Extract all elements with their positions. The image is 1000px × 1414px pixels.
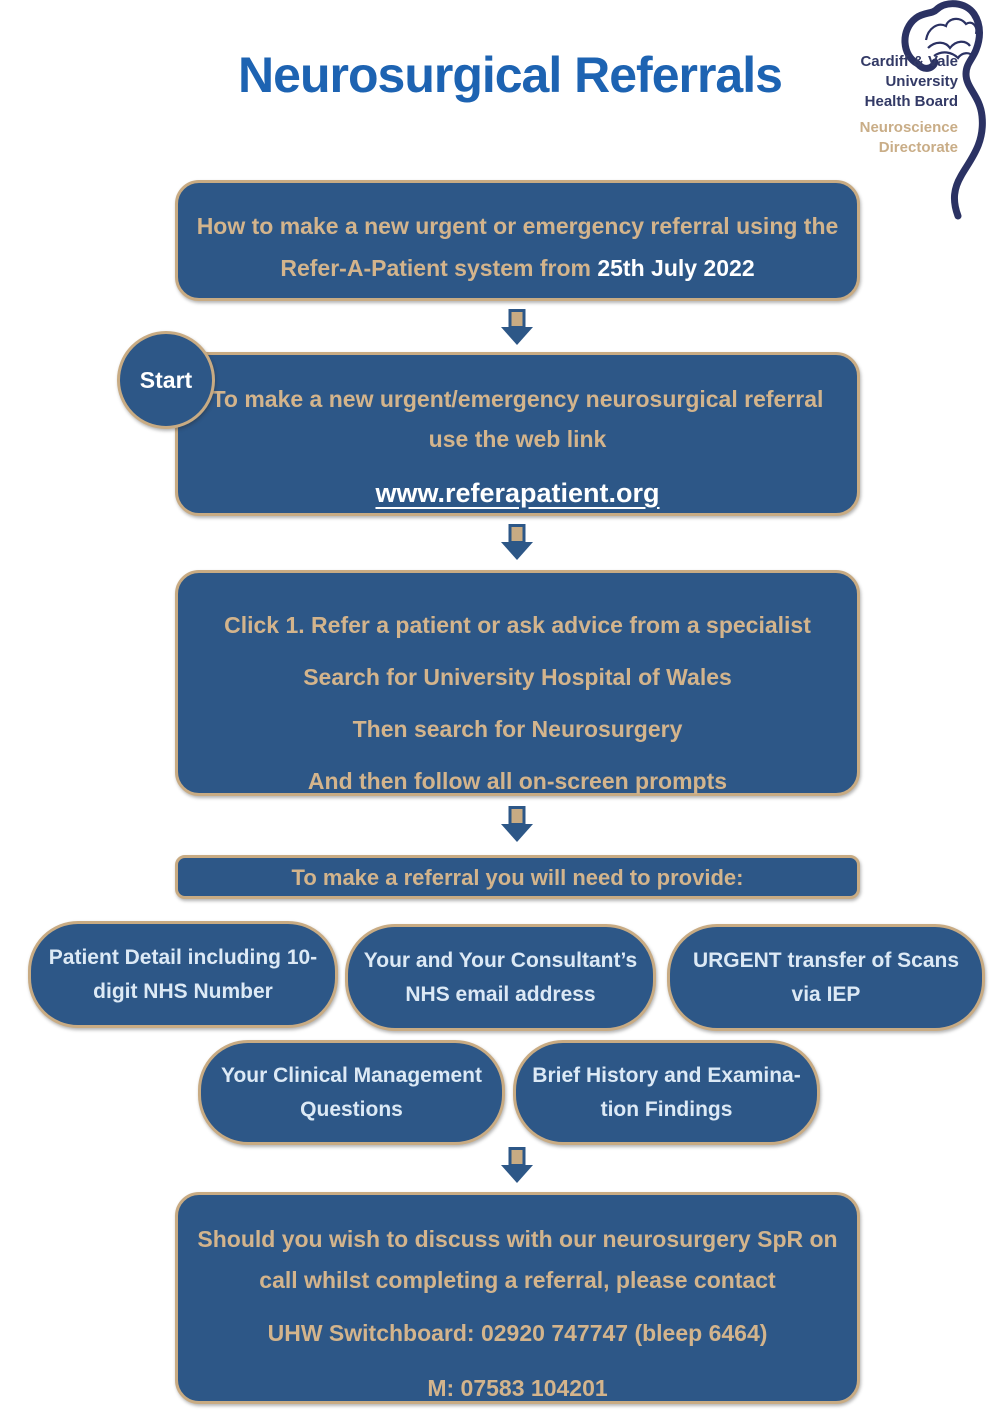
logo-directorate-name: Neuroscience Directorate xyxy=(859,119,958,156)
requirement-pill-clinical-questions: Your Clinical Management Questions xyxy=(198,1040,505,1145)
down-arrow-icon xyxy=(496,1147,538,1185)
start-node xyxy=(117,331,215,429)
provide-header-bar: To make a referral you will need to provide: xyxy=(175,855,860,899)
refer-a-patient-link[interactable]: www.referapatient.org xyxy=(375,478,660,508)
weblink-box xyxy=(175,352,860,516)
page-title: Neurosurgical Referrals xyxy=(238,47,782,103)
start-label: Start xyxy=(139,366,193,393)
requirement-pill-history-findings: Brief History and Examina- tion Findings xyxy=(513,1040,820,1145)
weblink-line-2: use the web link xyxy=(428,426,607,452)
instruction-step: Then search for Neurosurgery xyxy=(352,716,683,742)
requirement-pill-patient-detail: Patient Detail including 10- digit NHS Number xyxy=(28,921,338,1028)
contact-line-2: call whilst completing a referral, please contact xyxy=(259,1267,776,1293)
health-board-logo xyxy=(830,0,1000,222)
weblink-line-1: To make a new urgent/emergency neurosurgical referral xyxy=(211,386,824,412)
requirement-pill-scan-transfer: URGENT transfer of Scans via IEP xyxy=(667,924,985,1031)
down-arrow-icon xyxy=(496,806,538,844)
instruction-step: And then follow all on-screen prompts xyxy=(307,768,728,794)
contact-line-1: Should you wish to discuss with our neurosurgery SpR on xyxy=(197,1226,838,1252)
down-arrow-icon xyxy=(496,524,538,562)
mobile-number: M: 07583 104201 xyxy=(427,1375,608,1401)
down-arrow-icon xyxy=(496,309,538,347)
instructions-box xyxy=(175,570,860,796)
intro-box xyxy=(175,180,860,301)
switchboard-number: UHW Switchboard: 02920 747747 (bleep 6464) xyxy=(267,1320,768,1346)
requirement-pill-nhs-email: Your and Your Consultant’s NHS email address xyxy=(345,924,656,1031)
intro-line-1: How to make a new urgent or emergency referral using the xyxy=(196,213,839,239)
logo-org-name: Cardiff & Vale University Health Board xyxy=(860,53,958,110)
contact-box xyxy=(175,1192,860,1404)
intro-line-2: Refer-A-Patient system from 25th July 2022 xyxy=(280,255,755,281)
go-live-date: 25th July 2022 xyxy=(597,255,755,281)
instruction-step: Click 1. Refer a patient or ask advice from a specialist xyxy=(224,612,811,638)
instruction-step: Search for University Hospital of Wales xyxy=(303,664,732,690)
